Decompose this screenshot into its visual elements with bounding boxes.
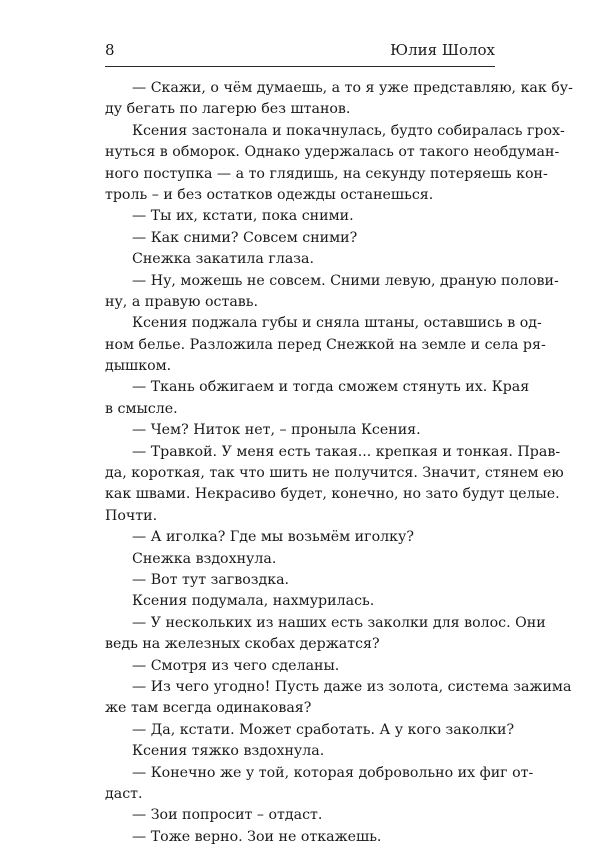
text-line: Ксения подумала, нахмурилась.: [132, 593, 375, 610]
text-line: да, короткая, так что шить не получится. Значит, стянем ею: [105, 465, 564, 482]
text-line: — Травкой. У меня есть такая... крепкая и тонкая. Прав-: [132, 443, 561, 460]
text-line: как швами. Некрасиво будет, конечно, но зато будут целые.: [105, 486, 560, 503]
text-line: даст.: [105, 785, 143, 802]
text-line: — Смотря из чего сделаны.: [132, 657, 340, 674]
text-line: дышком.: [105, 358, 172, 375]
text-line: — Как сними? Совсем сними?: [132, 229, 358, 246]
text-line: троль – и без остатков одежды останешься.: [105, 186, 434, 203]
text-line: — У нескольких из наших есть заколки для волос. Они: [132, 614, 546, 631]
running-title: Юлия Шолох: [390, 41, 495, 59]
text-line: ну, а правую оставь.: [105, 293, 259, 310]
text-line: нуться в обморок. Однако удержалась от такого необдуман-: [105, 144, 560, 161]
running-head: [105, 38, 495, 67]
text-line: — Скажи, о чём думаешь, а то я уже представляю, как бу-: [132, 80, 573, 96]
text-line: ного поступка — а то глядишь, на секунду потеряешь кон-: [105, 165, 548, 182]
text-line: — А иголка? Где мы возьмём иголку?: [132, 529, 414, 546]
text-line: Ксения поджала губы и сняла штаны, оставшись в од-: [132, 315, 542, 332]
text-line: Почти.: [105, 507, 158, 524]
text-line: — Тоже верно. Зои не откажешь.: [132, 828, 382, 845]
text-line: Снежка вздохнула.: [132, 550, 277, 567]
text-line: Снежка закатила глаза.: [132, 251, 315, 268]
text-line: ведь на железных скобах держатся?: [105, 636, 380, 653]
text-line: — Чем? Ниток нет, – проныла Ксения.: [132, 422, 421, 439]
text-line: — Ну, можешь не совсем. Сними левую, драную полови-: [132, 272, 559, 289]
body-text: [105, 78, 573, 848]
text-line: — Из чего угодно! Пусть даже из золота, система зажима: [132, 678, 572, 695]
text-line: — Ткань обжигаем и тогда сможем стянуть их. Края: [132, 379, 530, 396]
text-line: же там всегда одинаковая?: [105, 700, 312, 717]
text-line: — Конечно же у той, которая добровольно их фиг от-: [132, 764, 534, 781]
text-line: — Ты их, кстати, пока сними.: [132, 208, 354, 225]
text-line: в смысле.: [105, 400, 178, 417]
text-line: — Вот тут загвоздка.: [132, 571, 290, 588]
text-line: ду бегать по лагерю без штанов.: [105, 101, 351, 118]
page-number: 8: [105, 41, 115, 59]
text-line: ном белье. Разложила перед Снежкой на земле и села ря-: [105, 336, 546, 353]
text-line: Ксения тяжко вздохнула.: [132, 743, 325, 760]
text-line: — Зои попросит – отдаст.: [132, 807, 323, 824]
text-line: Ксения застонала и покачнулась, будто собиралась грох-: [132, 122, 565, 139]
text-line: — Да, кстати. Может сработать. А у кого заколки?: [132, 721, 515, 738]
